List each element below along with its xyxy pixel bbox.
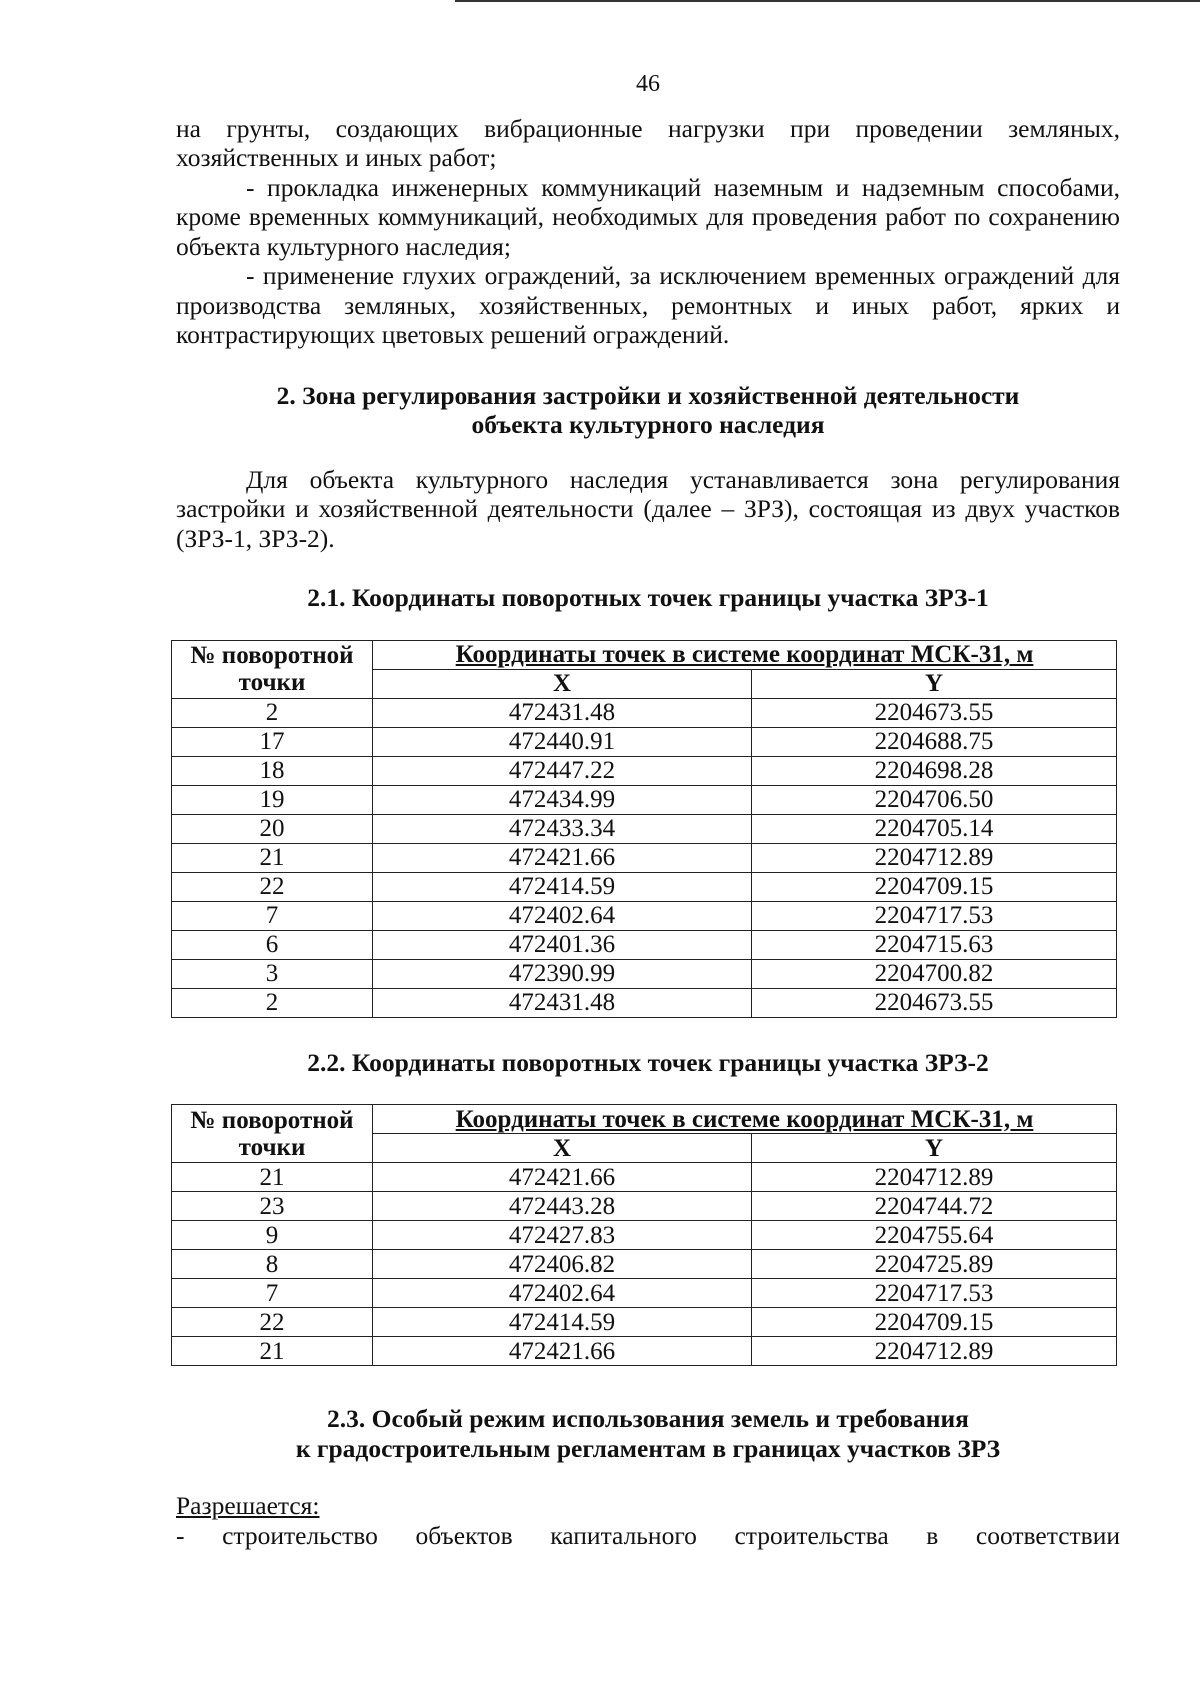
y-coordinate-cell: 2204706.50: [752, 785, 1117, 814]
y-coordinate-cell: 2204712.89: [752, 1337, 1117, 1366]
x-coordinate-cell: 472421.66: [373, 1337, 752, 1366]
table-1-title: 2.1. Координаты поворотных точек границы участка ЗРЗ-1: [307, 583, 989, 612]
section-2-title-line2: объекта культурного наследия: [471, 410, 825, 439]
point-number-cell: 9: [172, 1221, 373, 1250]
table-1-body: [172, 698, 1117, 1017]
table-row: [172, 1250, 1117, 1279]
document-page: [176, 70, 1120, 1550]
x-coordinate-cell: 472406.82: [373, 1250, 752, 1279]
table-row: [172, 843, 1117, 872]
x-coordinate-cell: 472421.66: [373, 843, 752, 872]
y-coordinate-cell: 2204709.15: [752, 1308, 1117, 1337]
y-coordinate-cell: 2204705.14: [752, 814, 1117, 843]
point-number-cell: 6: [172, 930, 373, 959]
point-number-cell: 22: [172, 872, 373, 901]
table-row: [172, 872, 1117, 901]
section-2-title-line1: 2. Зона регулирования застройки и хозяйственной деятельности: [276, 380, 1020, 410]
point-number-cell: 7: [172, 901, 373, 930]
y-coordinate-cell: 2204700.82: [752, 959, 1117, 988]
x-coordinate-cell: 472434.99: [373, 785, 752, 814]
x-coordinate-cell: 472433.34: [373, 814, 752, 843]
table-row: [172, 1308, 1117, 1337]
x-coordinate-cell: 472414.59: [373, 1308, 752, 1337]
y-column-header: Y: [752, 669, 1117, 698]
y-coordinate-cell: 2204698.28: [752, 756, 1117, 785]
x-coordinate-cell: 472443.28: [373, 1192, 752, 1221]
coordinates-table-zrz-1: [171, 640, 1117, 1018]
point-number-header-line1: № поворотной: [190, 1106, 354, 1134]
page-number: 46: [636, 71, 660, 97]
x-coordinate-cell: 472390.99: [373, 959, 752, 988]
section-2-intro: Для объекта культурного наследия устанавливается зона регулирования застройки и хозяйственной деятельности (далее – ЗРЗ), состоящая из двух участков (ЗРЗ-1, ЗРЗ-2).: [176, 464, 1120, 553]
paragraph-communications: - прокладка инженерных коммуникаций наземным и надземным способами, кроме временных коммуникаций, необходимых для проведения работ по сохранению объекта культурного наследия;: [176, 172, 1120, 261]
y-coordinate-cell: 2204755.64: [752, 1221, 1117, 1250]
y-coordinate-cell: 2204688.75: [752, 727, 1117, 756]
table-row: [172, 1163, 1117, 1192]
point-number-cell: 2: [172, 988, 373, 1017]
coordinates-system-header: [373, 1105, 1117, 1134]
point-number-cell: 18: [172, 756, 373, 785]
coordinates-table-zrz-2: [171, 1104, 1117, 1366]
table-2-title: 2.2. Координаты поворотных точек границы участка ЗРЗ-2: [307, 1047, 989, 1077]
top-rule: [455, 0, 1200, 2]
y-coordinate-cell: 2204673.55: [752, 988, 1117, 1017]
point-number-cell: 21: [172, 1337, 373, 1366]
point-number-cell: 2: [172, 698, 373, 727]
y-column-header: Y: [752, 1134, 1117, 1163]
table-row: [172, 785, 1117, 814]
point-number-header: [172, 1105, 373, 1163]
allowed-item-construction: - строительство объектов капитального строительства в соответствии: [176, 1520, 1120, 1550]
section-2-3-title-line2: к градостроительным регламентам в границах участков ЗРЗ: [295, 1433, 1001, 1463]
point-number-cell: 20: [172, 814, 373, 843]
x-column-header: X: [373, 669, 752, 698]
coordinates-system-header-text: Координаты точек в системе координат МСК-31, м: [455, 641, 1034, 668]
table-row: [172, 814, 1117, 843]
table-row: [172, 727, 1117, 756]
y-coordinate-cell: 2204717.53: [752, 1279, 1117, 1308]
y-coordinate-cell: 2204712.89: [752, 1163, 1117, 1192]
x-coordinate-cell: 472414.59: [373, 872, 752, 901]
y-coordinate-cell: 2204673.55: [752, 698, 1117, 727]
y-coordinate-cell: 2204712.89: [752, 843, 1117, 872]
y-coordinate-cell: 2204744.72: [752, 1192, 1117, 1221]
x-coordinate-cell: 472427.83: [373, 1221, 752, 1250]
x-coordinate-cell: 472402.64: [373, 901, 752, 930]
table-row: [172, 1221, 1117, 1250]
y-coordinate-cell: 2204717.53: [752, 901, 1117, 930]
x-coordinate-cell: 472431.48: [373, 698, 752, 727]
point-number-cell: 23: [172, 1192, 373, 1221]
y-coordinate-cell: 2204715.63: [752, 930, 1117, 959]
table-row: [172, 698, 1117, 727]
y-coordinate-cell: 2204709.15: [752, 872, 1117, 901]
table-2-body: [172, 1163, 1117, 1366]
point-number-header-line2: точки: [238, 1133, 306, 1161]
point-number-cell: 21: [172, 843, 373, 872]
x-coordinate-cell: 472431.48: [373, 988, 752, 1017]
table-row: [172, 930, 1117, 959]
table-row: [172, 988, 1117, 1017]
point-number-cell: 17: [172, 727, 373, 756]
x-coordinate-cell: 472447.22: [373, 756, 752, 785]
point-number-cell: 22: [172, 1308, 373, 1337]
x-coordinate-cell: 472401.36: [373, 930, 752, 959]
section-2-heading: [176, 381, 1120, 440]
table-row: [172, 1337, 1117, 1366]
point-number-cell: 7: [172, 1279, 373, 1308]
table-row: [172, 756, 1117, 785]
coordinates-system-header-text: Координаты точек в системе координат МСК-31, м: [455, 1105, 1034, 1133]
allowed-label: Разрешается:: [176, 1491, 320, 1520]
table-row: [172, 1279, 1117, 1308]
x-coordinate-cell: 472421.66: [373, 1163, 752, 1192]
point-number-header-line1: № поворотной: [190, 642, 354, 669]
point-number-cell: 3: [172, 959, 373, 988]
y-coordinate-cell: 2204725.89: [752, 1250, 1117, 1279]
point-number-cell: 21: [172, 1163, 373, 1192]
section-2-3-heading: [176, 1404, 1120, 1463]
paragraph-continuation: на грунты, создающих вибрационные нагрузки при проведении земляных, хозяйственных и иных работ;: [176, 113, 1120, 172]
section-2-3-title-line1: 2.3. Особый режим использования земель и требования: [327, 1404, 969, 1433]
coordinates-system-header: [373, 640, 1117, 669]
x-coordinate-cell: 472440.91: [373, 727, 752, 756]
table-row: [172, 959, 1117, 988]
x-coordinate-cell: 472402.64: [373, 1279, 752, 1308]
x-column-header: X: [373, 1134, 752, 1163]
table-row: [172, 1192, 1117, 1221]
point-number-cell: 8: [172, 1250, 373, 1279]
point-number-cell: 19: [172, 785, 373, 814]
paragraph-fences: - применение глухих ограждений, за исключением временных ограждений для производства земляных, хозяйственных, ремонтных и иных работ, ярких и контрастирующих цветовых решений ограждений.: [176, 261, 1120, 349]
point-number-header: [172, 640, 373, 698]
table-row: [172, 901, 1117, 930]
point-number-header-line2: точки: [238, 669, 306, 696]
